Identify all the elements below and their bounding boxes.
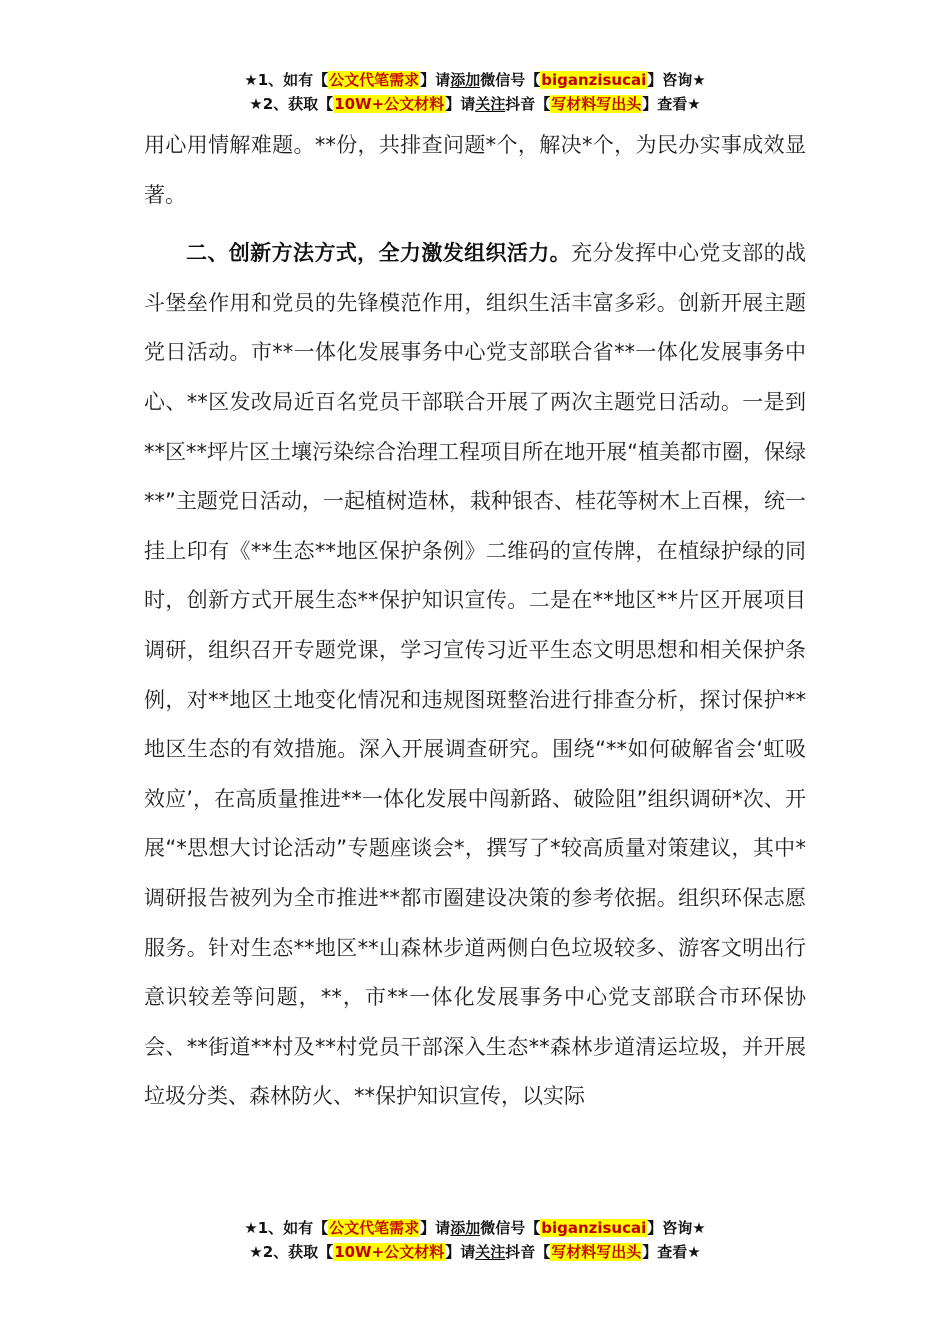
banner-text: ★2、获取【 — [249, 95, 334, 113]
paragraph — [144, 229, 806, 1122]
banner-highlight: 公文代笔需求 — [329, 71, 420, 89]
banner-text: 】请 — [445, 1243, 476, 1261]
banner-highlight: 写材料写出头 — [551, 1243, 642, 1261]
banner-underlined-text: 添加 — [450, 1219, 481, 1237]
banner-line-1 — [0, 1216, 950, 1240]
banner-highlight: 写材料写出头 — [551, 95, 642, 113]
banner-text: 微信号【 — [480, 71, 541, 89]
document-body — [144, 121, 806, 1122]
banner-text: 微信号【 — [480, 1219, 541, 1237]
banner-line-2 — [0, 92, 950, 116]
banner-underlined-text: 关注 — [475, 1243, 506, 1261]
banner-highlight: biganzisucai — [541, 1219, 647, 1237]
banner-highlight: biganzisucai — [541, 71, 647, 89]
banner-text: 抖音【 — [505, 1243, 551, 1261]
banner-line-1 — [0, 68, 950, 92]
paragraph-text: 充分发挥中心党支部的战斗堡垒作用和党员的先锋模范作用，组织生活丰富多彩。创新开展主题党日活动。市**一体化发展事务中心党支部联合省**一体化发展事务中心、**区发改局近百名党员干部联合开展了两次主题党日活动。一是到**区**坪片区土壤污染综合治理工程项目所在地开展“植美都市圈，保绿**”主题党日活动，一起植树造林，栽种银杏、桂花等树木上百棵，统一挂上印有《**生态**地区保护条例》二维码的宣传牌，在植绿护绿的同时，创新方式开展生态**保护知识宣传。二是在**地区**片区开展项目调研，组织召开专题党课，学习宣传习近平生态文明思想和相关保护条例，对**地区土地变化情况和违规图斑整治进行排查分析，探讨保护**地区生态的有效措施。深入开展调查研究。围绕“**如何破解省会‘虹吸效应’，在高质量推进**一体化发展中闯新路、破险阻”组织调研*次、开展“*思想大讨论活动”专题座谈会*，撰写了*较高质量对策建议，其中*调研报告被列为全市推进**都市圈建设决策的参考依据。组织环保志愿服务。针对生态**地区**山森林步道两侧白色垃圾较多、游客文明出行意识较差等问题，**，市**一体化发展事务中心党支部联合市环保协会、**街道**村及**村党员干部深入生态**森林步道清运垃圾，并开展垃圾分类、森林防火、**保护知识宣传，以实际 — [144, 241, 807, 1109]
header-banner — [0, 68, 950, 116]
banner-text: 】咨询★ — [647, 1219, 706, 1237]
banner-text: ★1、如有【 — [244, 71, 329, 89]
section-heading: 二、创新方法方式，全力激发组织活力。 — [186, 241, 572, 266]
banner-text: 】请 — [445, 95, 476, 113]
paragraph: 用心用情解难题。**份，共排查问题*个，解决*个，为民办实事成效显著。 — [144, 133, 806, 207]
banner-text: 】请 — [420, 71, 451, 89]
banner-underlined-text: 关注 — [475, 95, 506, 113]
banner-line-2 — [0, 1240, 950, 1264]
banner-highlight: 公文代笔需求 — [329, 1219, 420, 1237]
banner-text: 抖音【 — [505, 95, 551, 113]
banner-underlined-text: 添加 — [450, 71, 481, 89]
banner-text: 】查看★ — [642, 1243, 701, 1261]
banner-highlight: 10W+公文材料 — [334, 1243, 445, 1261]
banner-text: 】咨询★ — [647, 71, 706, 89]
banner-text: ★1、如有【 — [244, 1219, 329, 1237]
footer-banner — [0, 1216, 950, 1264]
banner-text: 】查看★ — [642, 95, 701, 113]
banner-text: 】请 — [420, 1219, 451, 1237]
banner-text: ★2、获取【 — [249, 1243, 334, 1261]
banner-highlight: 10W+公文材料 — [334, 95, 445, 113]
